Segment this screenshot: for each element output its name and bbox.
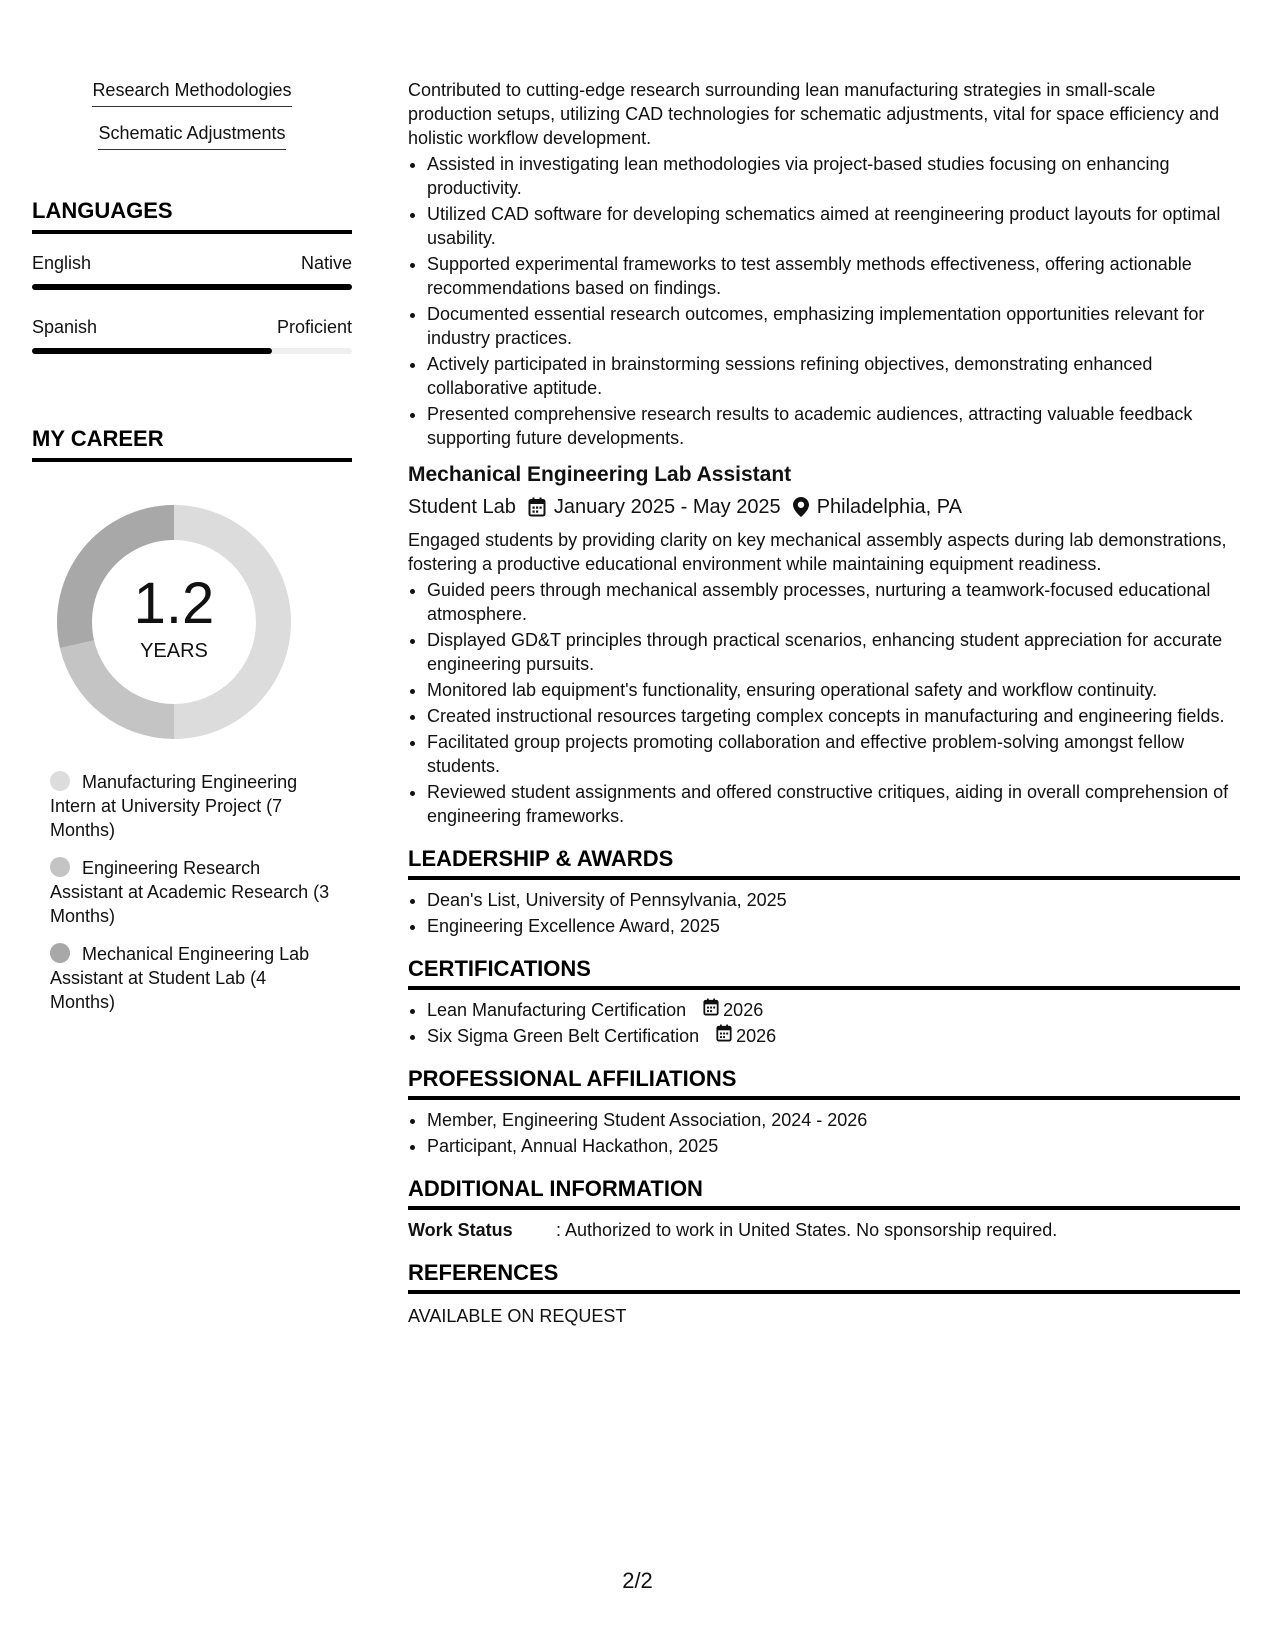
language-proficiency-bar [32, 284, 352, 290]
certification-name: Six Sigma Green Belt Certification [427, 1026, 700, 1046]
right-column [408, 78, 1240, 1328]
references-text: AVAILABLE ON REQUEST [408, 1306, 627, 1326]
language-name: English [32, 253, 92, 273]
bullet-item: • Dean's List, University of Pennsylvania, 2025 [427, 888, 1240, 912]
certification-item [427, 998, 1240, 1022]
bullet-item: • Monitored lab equipment's functionality, ensuring operational safety and workflow continuity. [427, 678, 1240, 702]
calendar-icon [703, 998, 723, 1022]
leadership-list [408, 888, 1240, 938]
career-heading: MY CAREER [32, 426, 352, 462]
experience-bullets [408, 152, 1240, 450]
job-title: Mechanical Engineering Lab Assistant [408, 463, 792, 486]
language-proficiency-bar [32, 348, 352, 354]
calendar-icon [528, 497, 546, 517]
job-company: Student Lab [408, 496, 516, 518]
job-summary: Engaged students by providing clarity on key mechanical assembly aspects during lab demonstrations, fostering a productive educational environment while maintaining equipment readiness. [408, 530, 1227, 574]
job-location: Philadelphia, PA [816, 496, 962, 518]
certification-name: Lean Manufacturing Certification [427, 1000, 687, 1020]
references-heading: REFERENCES [408, 1260, 1240, 1294]
career-legend-item [50, 856, 330, 928]
legend-label: Mechanical Engineering Lab Assistant at Student Lab (4 Months) [50, 944, 310, 1012]
certification-year: 2026 [723, 1000, 764, 1020]
bullet-item: • Assisted in investigating lean methodologies via project-based studies focusing on enhancing productivity. [427, 152, 1240, 200]
certification-year: 2026 [736, 1026, 777, 1046]
certifications-heading: CERTIFICATIONS [408, 956, 1240, 990]
career-total-unit: YEARS [140, 640, 208, 662]
career-total-years: 1.2 [133, 571, 215, 636]
bullet-item: • Displayed GD&T principles through practical scenarios, enhancing student appreciation for accurate engineering pursuits. [427, 628, 1240, 676]
skill-tag: Schematic Adjustments [98, 121, 285, 150]
career-legend [50, 770, 330, 1014]
bullet-item: • Member, Engineering Student Association, 2024 - 2026 [427, 1108, 1240, 1132]
career-legend-item [50, 770, 330, 842]
legend-label: Engineering Research Assistant at Academic Research (3 Months) [50, 858, 330, 926]
bullet-item: • Documented essential research outcomes, emphasizing implementation opportunities relevant for industry practices. [427, 302, 1240, 350]
language-name: Spanish [32, 317, 98, 337]
bullet-item: • Supported experimental frameworks to test assembly methods effectiveness, offering actionable recommendations based on findings. [427, 252, 1240, 300]
language-proficiency-fill [32, 284, 352, 290]
leadership-heading: LEADERSHIP & AWARDS [408, 846, 1240, 880]
language-proficiency-fill [32, 348, 272, 354]
calendar-icon [716, 1024, 736, 1048]
work-status-value: : Authorized to work in United States. No sponsorship required. [556, 1220, 1058, 1240]
career-legend-item [50, 942, 330, 1014]
work-status-label: Work Status [408, 1220, 513, 1240]
legend-dot [50, 771, 70, 791]
legend-label: Manufacturing Engineering Intern at University Project (7 Months) [50, 772, 298, 840]
additional-info-heading: ADDITIONAL INFORMATION [408, 1176, 1240, 1210]
bullet-item: • Utilized CAD software for developing schematics aimed at reengineering product layouts for optimal usability. [427, 202, 1240, 250]
skills-list [32, 78, 352, 164]
certifications-list [408, 998, 1240, 1048]
job-bullets [408, 578, 1240, 828]
language-item [32, 316, 352, 354]
work-status-row [408, 1218, 1240, 1242]
legend-dot [50, 857, 70, 877]
left-column [32, 78, 352, 1028]
page-number: 2/2 [622, 1568, 653, 1593]
skill-tag: Research Methodologies [92, 78, 291, 107]
language-item [32, 252, 352, 290]
experience-summary: Contributed to cutting-edge research surrounding lean manufacturing strategies in small-scale production setups, utilizing CAD technologies for schematic adjustments, vital for space efficiency and holistic workflow development. [408, 80, 1220, 148]
map-pin-icon [793, 497, 809, 517]
affiliations-heading: PROFESSIONAL AFFILIATIONS [408, 1066, 1240, 1100]
career-donut-chart [54, 502, 294, 742]
bullet-item: • Facilitated group projects promoting collaboration and effective problem-solving amongst fellow students. [427, 730, 1240, 778]
languages-heading: LANGUAGES [32, 198, 352, 234]
job-meta [408, 494, 1240, 520]
certification-item [427, 1024, 1240, 1048]
job-dates: January 2025 - May 2025 [553, 496, 781, 518]
bullet-item: • Engineering Excellence Award, 2025 [427, 914, 1240, 938]
legend-dot [50, 943, 70, 963]
bullet-item: • Reviewed student assignments and offered constructive critiques, aiding in overall comprehension of engineering frameworks. [427, 780, 1240, 828]
language-level: Native [300, 253, 352, 273]
bullet-item: • Guided peers through mechanical assembly processes, nurturing a teamwork-focused educational atmosphere. [427, 578, 1240, 626]
bullet-item: • Presented comprehensive research results to academic audiences, attracting valuable feedback supporting future developments. [427, 402, 1240, 450]
affiliations-list [408, 1108, 1240, 1158]
bullet-item: • Actively participated in brainstorming sessions refining objectives, demonstrating enhanced collaborative aptitude. [427, 352, 1240, 400]
bullet-item: • Participant, Annual Hackathon, 2025 [427, 1134, 1240, 1158]
language-level: Proficient [276, 317, 352, 337]
bullet-item: • Created instructional resources targeting complex concepts in manufacturing and engineering fields. [427, 704, 1240, 728]
